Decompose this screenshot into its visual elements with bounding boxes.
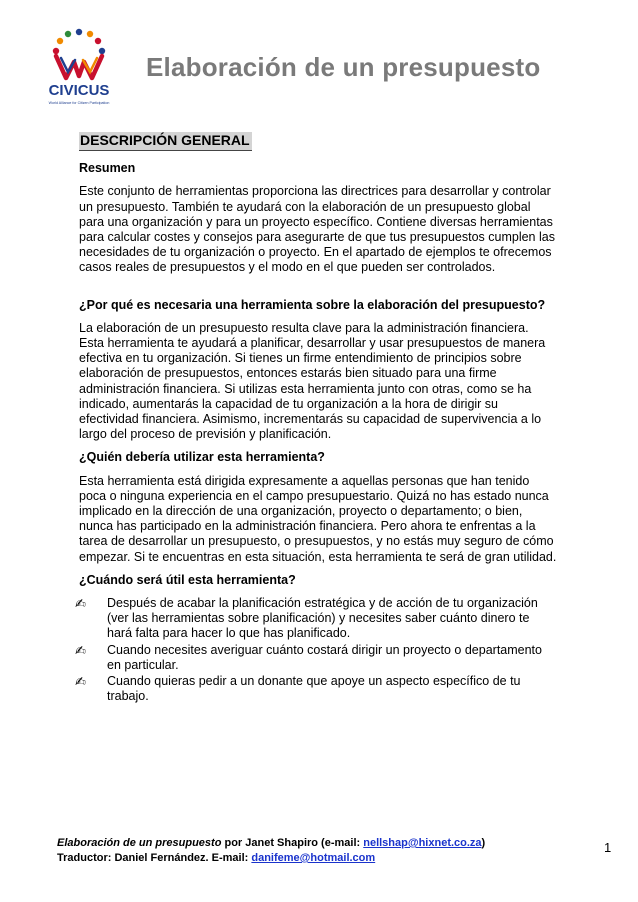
when-list: [75, 596, 557, 704]
author-email-link[interactable]: nellshap@hixnet.co.za: [363, 837, 482, 849]
footer-line-2: [57, 851, 597, 866]
resumen-text: Este conjunto de herramientas proporciona las directrices para desarrollar y controlar un presupuesto. También te ayudará con la elaboración de un presupuesto global para una organización y para un proyecto específico. Contiene diversas herramientas para calcular costes y consejos para asegurarte de que tus presupuestos cumplen las necesidades de tu organización o proyecto. En el apartado de ejemplos te ofrecemos casos reales de presupuestos y el modo en el que pueden ser controlados.: [79, 184, 555, 275]
footer-line-1: Elaboración de un presupuesto por Janet Shapiro (e-mail: nellshap@hixnet.co.za): [57, 837, 486, 849]
logo-text: CIVICUS: [48, 82, 110, 99]
translator-email-link[interactable]: danifeme@hotmail.com: [251, 852, 376, 864]
document-title: Elaboración de un presupuesto: [146, 52, 541, 82]
list-item: ✍ Cuando necesites averiguar cuánto costará dirigir un proyecto o departamento en particular.: [75, 642, 542, 672]
when-question: ¿Cuándo será útil esta herramienta?: [79, 572, 296, 587]
why-text: La elaboración de un presupuesto resulta clave para la administración financiera. Esta herramienta te ayudará a planificar, desarrollar y usar presupuestos de manera efectiva en tu organización. Si tienes un firme entendimiento de principios sobre elaboración de presupuestos, entonces estarás bien situado para una firme administración financiera. Si utilizas esta herramienta junto con otras, como se ha indicado, aumentarás la capacidad de tu organización a la hora de dirigir su efectividad financiera. Asimismo, incrementarás su capacidad de supervivencia a lo largo del proceso de previsión y planificación.: [79, 320, 546, 442]
section-heading: DESCRIPCIÓN GENERAL: [79, 132, 252, 151]
writing-hand-icon: ✍: [75, 596, 86, 612]
footer-doc-title: Elaboración de un presupuesto: [57, 837, 222, 849]
footer-author: por Janet Shapiro (e-mail:: [221, 837, 364, 849]
writing-hand-icon: ✍: [75, 674, 86, 690]
footer: [57, 836, 597, 866]
page-number: 1: [604, 840, 612, 855]
document-body: [75, 132, 557, 706]
logo-subtext: World Alliance for Citizen Participation: [48, 101, 110, 105]
why-question: ¿Por qué es necesaria una herramienta sobre la elaboración del presupuesto?: [79, 297, 546, 312]
writing-hand-icon: ✍: [75, 642, 86, 658]
civicus-logo: [34, 24, 124, 114]
list-item: ✍ Cuando quieras pedir a un donante que apoye un aspecto específico de tu trabajo.: [75, 674, 521, 704]
list-item: ✍ Después de acabar la planificación estratégica y de acción de tu organización (ver las herramientas sobre planificación) y necesites saber cuánto dinero te hará falta para hacer lo que has planificado.: [75, 596, 538, 641]
resumen-heading: Resumen: [79, 161, 136, 176]
who-text: Esta herramienta está dirigida expresamente a aquellas personas que han tenido poca o ninguna experiencia en el campo presupuestario. Quizá no has estado nunca implicado en la dirección de una organización, proyecto o departamento; o bien, nunca has participado en la administración financiera. Pero ahora te enfrentas a la tarea de desarrollar un presupuesto, o presupuestos, y no estás muy seguro de cómo empezar. Si te encuentras en esta situación, esta herramienta te será de gran utilidad.: [79, 473, 557, 564]
who-question: ¿Quién debería utilizar esta herramienta?: [79, 450, 325, 465]
footer-translator: Traductor: Daniel Fernández. E-mail:: [57, 852, 252, 864]
